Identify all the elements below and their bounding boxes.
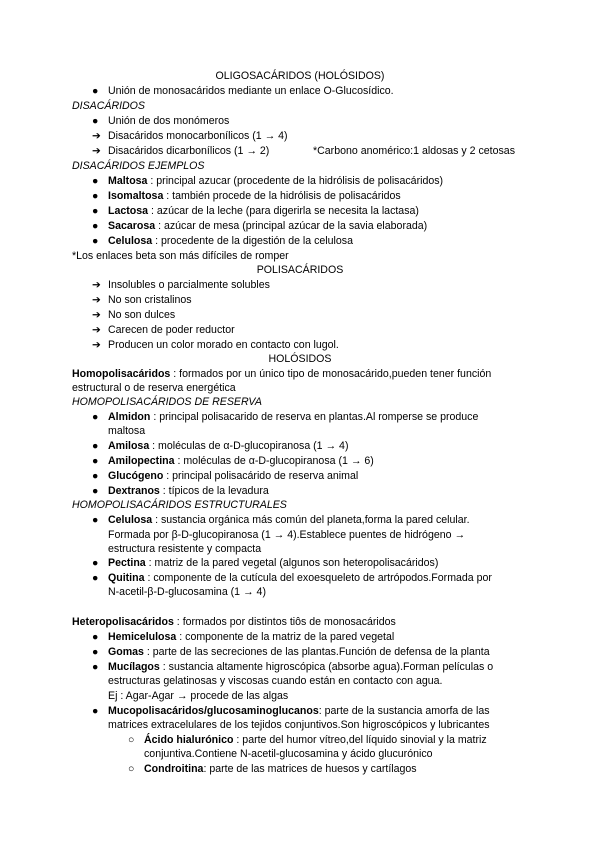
list-item-text: No son cristalinos <box>108 294 192 306</box>
continuation-line: Formada por β-D-glucopiranosa (1 → 4).Establece puentes de hidrógeno → <box>108 529 466 541</box>
definition: : moléculas de α-D-glucopiranosa (1 → 4) <box>149 440 349 452</box>
list-item-text: Insolubles o parcialmente solubles <box>108 279 270 291</box>
term: Hemicelulosa <box>108 631 177 643</box>
term: Sacarosa <box>108 220 156 232</box>
definition: : parte de las matrices de huesos y cartílagos <box>203 763 417 775</box>
arrow-marker: ➔ <box>92 324 101 336</box>
continuation-line: matrices extracelulares de los tejidos conjuntivos.Son higroscópicos y lubricantes <box>108 719 490 731</box>
term: Heteropolisacáridos <box>72 616 174 628</box>
term: Quitina <box>108 572 145 584</box>
bullet-marker: ● <box>92 85 99 97</box>
definition: : formados por un único tipo de monosacárido,pueden tener función <box>170 368 492 380</box>
list-item <box>92 130 288 143</box>
bullet-marker: ● <box>92 485 99 497</box>
list-item <box>92 514 470 527</box>
arrow-marker: ➔ <box>92 279 101 291</box>
list-item <box>92 440 348 453</box>
circle-marker: ○ <box>128 734 135 746</box>
definition: : procedente de la digestión de la celulosa <box>152 235 353 247</box>
arrow-marker: ➔ <box>92 130 101 142</box>
list-item <box>92 279 270 292</box>
sub-list-item <box>128 763 417 776</box>
term: Amilopectina <box>108 455 175 467</box>
definition: : matriz de la pared vegetal (algunos son heteropolisacáridos) <box>145 557 439 569</box>
oligosacaridos-title: OLIGOSACÁRIDOS (HOLÓSIDOS) <box>215 70 385 82</box>
estructurales-heading: HOMOPOLISACÁRIDOS ESTRUCTURALES <box>72 499 287 511</box>
term: Ácido hialurónico <box>144 734 234 746</box>
anomeric-note: *Carbono anomérico:1 aldosas y 2 cetosas <box>313 145 515 157</box>
term: Celulosa <box>108 514 153 526</box>
definition: : típicos de la levadura <box>159 485 269 497</box>
definition: : también procede de la hidrólisis de polisacáridos <box>163 190 401 202</box>
definition: : sustancia altamente higroscópica (absorbe agua).Forman películas o <box>159 661 494 673</box>
term: Mucopolisacáridos/glucosaminoglucanos <box>108 705 319 717</box>
term: Maltosa <box>108 175 148 187</box>
term: Mucílagos <box>108 661 160 673</box>
bullet-marker: ● <box>92 631 99 643</box>
list-item <box>92 145 269 158</box>
bullet-marker: ● <box>92 411 99 423</box>
list-item-text: Unión de monosacáridos mediante un enlace O-Glucosídico. <box>108 85 394 97</box>
list-item <box>92 115 229 128</box>
term: Glucógeno <box>108 470 164 482</box>
list-item <box>92 309 175 322</box>
continuation-line: maltosa <box>108 425 146 437</box>
arrow-marker: ➔ <box>92 294 101 306</box>
list-item-text: Producen un color morado en contacto con lugol. <box>108 339 339 351</box>
heteropolisacaridos-def <box>72 616 396 629</box>
disacaridos-heading: DISACÁRIDOS <box>72 100 145 112</box>
bullet-marker: ● <box>92 470 99 482</box>
term: Isomaltosa <box>108 190 164 202</box>
continuation-line: estructuras gelatinosas y viscosas cuando están en contacto con agua. <box>108 675 443 687</box>
definition: : formados por distintos tiôs de monosacáridos <box>173 616 396 628</box>
definition: : principal polisacárido de reserva animal <box>163 470 359 482</box>
definition: : parte de la sustancia amorfa de las <box>318 705 490 717</box>
list-item <box>92 572 492 585</box>
term: Dextranos <box>108 485 160 497</box>
definition: : principal polisacarido de reserva en plantas.Al romperse se produce <box>150 411 479 423</box>
definition: : parte de las secreciones de las plantas.Función de defensa de la planta <box>143 646 490 658</box>
bullet-marker: ● <box>92 190 99 202</box>
ejemplos-heading: DISACÁRIDOS EJEMPLOS <box>72 160 205 172</box>
list-item <box>92 411 478 424</box>
bullet-marker: ● <box>92 661 99 673</box>
bullet-marker: ● <box>92 514 99 526</box>
list-item <box>92 557 438 570</box>
continuation-line: Ej : Agar-Agar → procede de las algas <box>108 690 289 702</box>
list-item <box>92 646 490 659</box>
term: Pectina <box>108 557 146 569</box>
continuation-line: estructura resistente y compacta <box>108 543 262 555</box>
list-item <box>92 205 419 218</box>
bullet-marker: ● <box>92 705 99 717</box>
list-item <box>92 705 490 718</box>
polisacaridos-title: POLISACÁRIDOS <box>256 264 344 276</box>
definition: : sustancia orgánica más común del planeta,forma la pared celular. <box>152 514 470 526</box>
list-item <box>92 470 358 483</box>
arrow-marker: ➔ <box>92 309 101 321</box>
definition: : parte del humor vítreo,del líquido sinovial y la matriz <box>233 734 487 746</box>
continuation-line: N-acetil-β-D-glucosamina (1 → 4) <box>108 586 266 598</box>
list-item-text: Carecen de poder reductor <box>108 324 235 336</box>
definition: : componente de la matriz de la pared vegetal <box>176 631 395 643</box>
list-item <box>92 485 269 498</box>
sub-list-item <box>128 734 487 747</box>
definition: : componente de la cutícula del exoesqueleto de artrópodos.Formada por <box>144 572 492 584</box>
homopolisacaridos-def <box>72 368 491 381</box>
list-item-text: No son dulces <box>108 309 176 321</box>
bullet-marker: ● <box>92 557 99 569</box>
definition: : principal azucar (procedente de la hidrólisis de polisacáridos) <box>147 175 444 187</box>
bullet-marker: ● <box>92 175 99 187</box>
definition: : moléculas de α-D-glucopiranosa (1 → 6) <box>174 455 374 467</box>
reserva-heading: HOMOPOLISACÁRIDOS DE RESERVA <box>72 396 262 408</box>
list-item-text: Disacáridos dicarbonílicos (1 → 2) <box>108 145 270 157</box>
bullet-marker: ● <box>92 455 99 467</box>
bullet-marker: ● <box>92 220 99 232</box>
arrow-marker: ➔ <box>92 145 101 157</box>
holosidos-title: HOLÓSIDOS <box>268 353 332 365</box>
bullet-marker: ● <box>92 646 99 658</box>
list-item <box>92 324 235 337</box>
list-item <box>92 175 443 188</box>
term: Amilosa <box>108 440 150 452</box>
term: Condroitina <box>144 763 204 775</box>
list-item <box>92 220 427 233</box>
list-item <box>92 235 353 248</box>
circle-marker: ○ <box>128 763 135 775</box>
bullet-marker: ● <box>92 440 99 452</box>
bullet-marker: ● <box>92 235 99 247</box>
list-item <box>92 294 192 307</box>
list-item <box>92 190 401 203</box>
list-item <box>92 661 493 674</box>
bullet-marker: ● <box>92 115 99 127</box>
bullet-marker: ● <box>92 572 99 584</box>
list-item-text: Disacáridos monocarbonílicos (1 → 4) <box>108 130 288 142</box>
list-item-text: Unión de dos monómeros <box>108 115 230 127</box>
bullet-marker: ● <box>92 205 99 217</box>
continuation-line: estructural o de reserva energética <box>72 382 236 394</box>
term: Gomas <box>108 646 144 658</box>
term: Celulosa <box>108 235 153 247</box>
list-item <box>92 631 394 644</box>
list-item <box>92 85 394 98</box>
list-item <box>92 455 374 468</box>
continuation-line: conjuntiva.Contiene N-acetil-glucosamina y ácido glucurónico <box>144 748 433 760</box>
term: Almidon <box>108 411 151 423</box>
beta-bonds-note: *Los enlaces beta son más difíciles de romper <box>72 250 289 262</box>
term: Homopolisacáridos <box>72 368 171 380</box>
definition: : azúcar de mesa (principal azúcar de la savia elaborada) <box>155 220 428 232</box>
term: Lactosa <box>108 205 149 217</box>
list-item <box>92 339 339 352</box>
definition: : azúcar de la leche (para digerirla se necesita la lactasa) <box>148 205 419 217</box>
arrow-marker: ➔ <box>92 339 101 351</box>
